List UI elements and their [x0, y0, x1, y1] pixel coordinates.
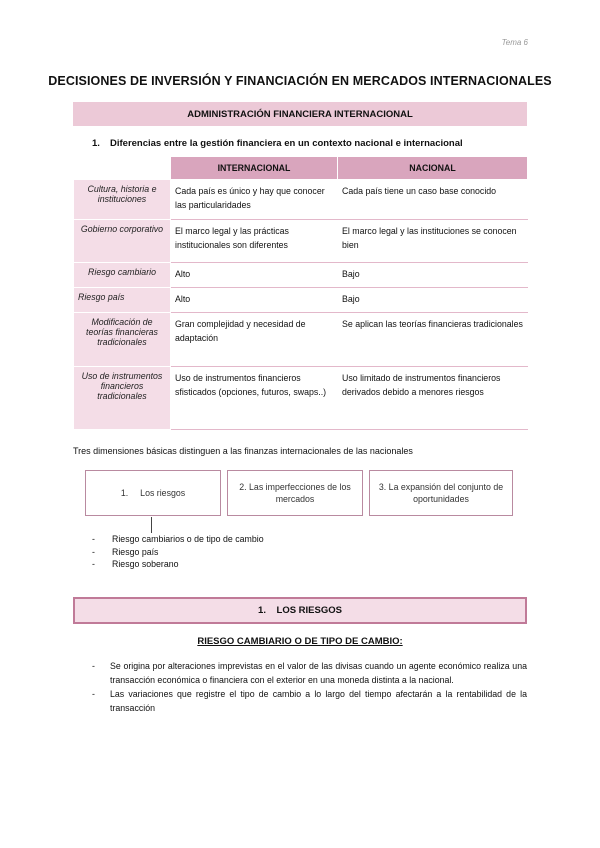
cell-internacional: Alto — [171, 263, 338, 288]
table-row — [74, 367, 528, 430]
dimension-label: La expansión del conjunto de oportunidades — [388, 482, 504, 504]
page-header-tag: Tema 6 — [501, 38, 528, 47]
table-row — [74, 313, 528, 367]
cell-nacional: Uso limitado de instrumentos financieros derivados debido a menores riesgos — [338, 367, 528, 430]
row-label: Riesgo país — [74, 288, 171, 313]
dimension-box-oportunidades — [369, 470, 513, 516]
table-row — [74, 288, 528, 313]
column-header-internacional: INTERNACIONAL — [171, 157, 338, 180]
row-label: Uso de instrumentos financieros tradicionales — [74, 367, 171, 430]
cell-internacional: Gran complejidad y necesidad de adaptación — [171, 313, 338, 367]
question-heading — [92, 138, 463, 149]
row-label: Gobierno corporativo — [74, 220, 171, 263]
dimensions-intro: Tres dimensiones básicas distinguen a las finanzas internacionales de las nacionales — [73, 446, 413, 456]
riesgo-bullets — [92, 660, 527, 716]
list-item: - Se origina por alteraciones imprevistas en el valor de las divisas cuando un agente económico realiza una transacción económica o financiera con el exterior en una moneda distinta a la nacional. — [92, 660, 527, 687]
section-header: ADMINISTRACIÓN FINANCIERA INTERNACIONAL — [73, 102, 527, 126]
dimension-text: Los riesgos — [140, 488, 186, 498]
risks-list — [92, 533, 264, 571]
question-text: Diferencias entre la gestión financiera en un contexto nacional e internacional — [110, 138, 463, 149]
cell-nacional: Cada país tiene un caso base conocido — [338, 180, 528, 220]
question-number: 1. — [92, 138, 100, 149]
table-corner — [74, 157, 171, 180]
table-header-row — [74, 157, 528, 180]
row-label: Cultura, historia e instituciones — [74, 180, 171, 220]
row-label: Riesgo cambiario — [74, 263, 171, 288]
list-item: - Riesgo cambiarios o de tipo de cambio — [92, 533, 264, 546]
table-row — [74, 220, 528, 263]
dimension-text — [370, 481, 512, 505]
cell-internacional: El marco legal y las prácticas institucionales son diferentes — [171, 220, 338, 263]
dimension-text — [228, 481, 362, 505]
comparison-table — [73, 156, 528, 430]
dimension-number: 1. — [120, 488, 129, 498]
cell-nacional: Se aplican las teorías financieras tradicionales — [338, 313, 528, 367]
dimension-box-riesgos — [85, 470, 221, 516]
section-header-riesgos: 1. LOS RIESGOS — [73, 597, 527, 624]
cell-internacional: Alto — [171, 288, 338, 313]
cell-nacional: Bajo — [338, 263, 528, 288]
dimension-number: 2. — [239, 482, 247, 492]
cell-internacional: Cada país es único y hay que conocer las particularidades — [171, 180, 338, 220]
table-row — [74, 180, 528, 220]
row-label: Modificación de teorías financieras tradicionales — [74, 313, 171, 367]
list-item: - Riesgo soberano — [92, 558, 264, 571]
subsection-title: RIESGO CAMBIARIO O DE TIPO DE CAMBIO: — [197, 636, 403, 647]
cell-nacional: Bajo — [338, 288, 528, 313]
document-title: DECISIONES DE INVERSIÓN Y FINANCIACIÓN EN MERCADOS INTERNACIONALES — [48, 74, 552, 88]
dimension-label: Las imperfecciones de los mercados — [249, 482, 351, 504]
cell-internacional: Uso de instrumentos financieros sfisticados (opciones, futuros, swaps..) — [171, 367, 338, 430]
dimension-number: 3. — [378, 482, 387, 492]
table-row — [74, 263, 528, 288]
cell-nacional: El marco legal y las instituciones se conocen bien — [338, 220, 528, 263]
list-item: - Riesgo país — [92, 546, 264, 559]
column-header-nacional: NACIONAL — [338, 157, 528, 180]
dimension-box-imperfecciones — [227, 470, 363, 516]
list-item: - Las variaciones que registre el tipo de cambio a lo largo del tiempo afectarán a la rentabilidad de la transacción — [92, 688, 527, 715]
connector-line — [151, 517, 152, 533]
